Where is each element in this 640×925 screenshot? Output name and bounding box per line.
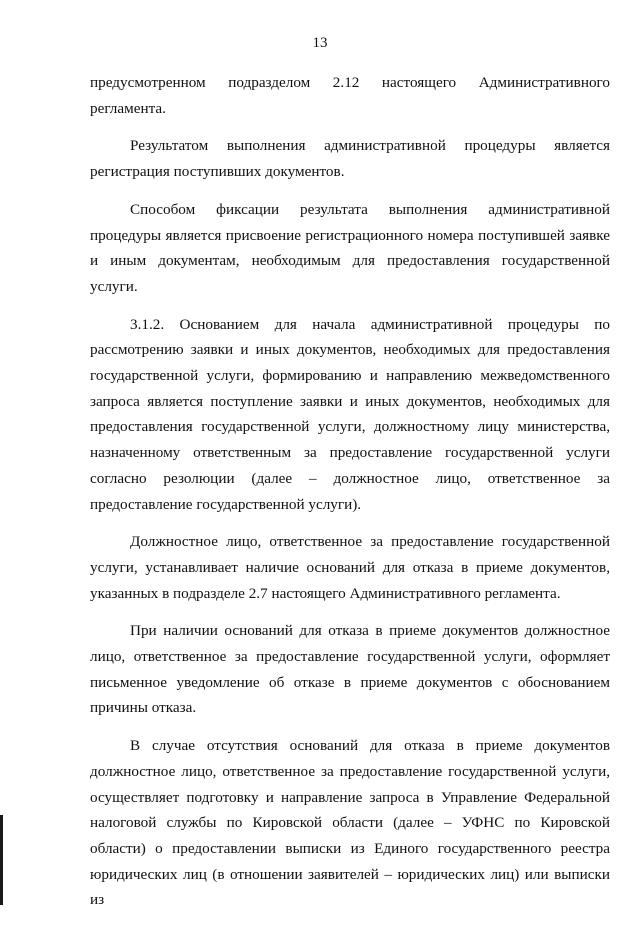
paragraph-result-registration: Результатом выполнения административной процедуры является регистрация поступивших документов. [90, 137, 610, 181]
page-number: 13 [312, 35, 328, 51]
paragraph-interagency-request: В случае отсутствия оснований для отказа в приеме документов должностное лицо, ответственное за предоставление государственной услуги, осуществляет подготовку и направление запроса в Управление Федеральной налоговой службы по Кировской области (далее – УФНС по Кировской области) о предоставлении выписки из Единого государственного реестра юридических лиц (в отношении заявителей – юридических лиц) или выписки из [90, 737, 610, 909]
paragraph-refusal-notice: При наличии оснований для отказа в приеме документов должностное лицо, ответственное за предоставление государственной услуги, оформляет письменное уведомление об отказе в приеме документов с обоснованием причины отказа. [90, 622, 610, 717]
paragraph-3-1-2: 3.1.2. Основанием для начала административной процедуры по рассмотрению заявки и иных документов, необходимых для предоставления государственной услуги, формированию и направлению межведомственного запроса является поступление заявки и иных документов, необходимых для предоставления государственной услуги, должностному лицу министерства, назначенному ответственным за предоставление государственной услуги согласно резолюции (далее – должностное лицо, ответственное за предоставление государственной услуги). [90, 315, 610, 513]
scan-edge-mark [0, 815, 3, 905]
paragraph-1-continuation: предусмотренном подразделом 2.12 настоящего Административного регламента. [90, 74, 610, 117]
paragraph-fixation-method: Способом фиксации результата выполнения административной процедуры является присвоение регистрационного номера поступившей заявке и иным документам, необходимым для предоставления государственной услуги. [90, 200, 610, 295]
paragraph-grounds-check: Должностное лицо, ответственное за предоставление государственной услуги, устанавливает наличие оснований для отказа в приеме документов, указанных в подразделе 2.7 настоящего Административного регламента. [90, 533, 610, 602]
document-body [90, 70, 610, 925]
